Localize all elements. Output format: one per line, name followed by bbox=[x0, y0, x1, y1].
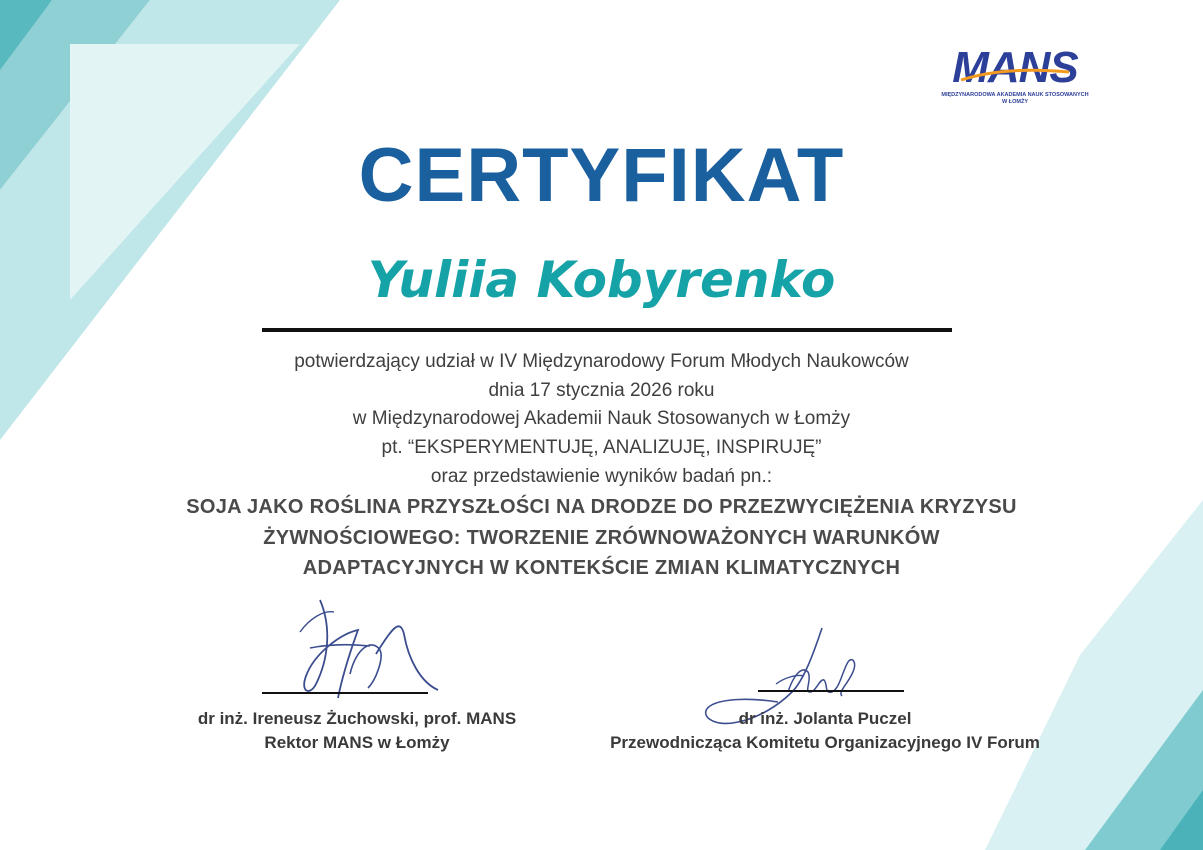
logo-subtitle bbox=[935, 92, 1095, 106]
recipient-underline bbox=[262, 328, 952, 332]
topic-line: ADAPTACYJNYCH W KONTEKŚCIE ZMIAN KLIMATYCZNYCH bbox=[302, 557, 901, 579]
signer-role: Przewodnicząca Komitetu Organizacyjnego IV Forum bbox=[610, 733, 1040, 752]
logo-wordmark: MANS bbox=[952, 43, 1078, 92]
signature-line-chair bbox=[758, 690, 904, 692]
signature-rector bbox=[280, 588, 450, 708]
body-line: dnia 17 stycznia 2026 roku bbox=[488, 379, 715, 401]
signature-line-rector bbox=[262, 692, 428, 694]
signer-name: dr inż. Jolanta Puczel bbox=[738, 709, 912, 728]
signer-role: Rektor MANS w Łomży bbox=[264, 733, 450, 752]
topic-line: SOJA JAKO ROŚLINA PRZYSZŁOŚCI NA DRODZE DO PRZEZWYCIĘŻENIA KRYZYSU bbox=[186, 496, 1017, 518]
body-line: potwierdzający udział w IV Międzynarodowy Forum Młodych Naukowców bbox=[294, 351, 909, 372]
recipient-name: Yuliia Kobyrenko bbox=[367, 251, 836, 309]
topic-line: ŻYWNOŚCIOWEGO: TWORZENIE ZRÓWNOWAŻONYCH WARUNKÓW bbox=[263, 526, 940, 549]
signer-rector bbox=[157, 707, 557, 755]
certificate-title: CERTYFIKAT bbox=[358, 133, 845, 218]
signer-chair bbox=[575, 707, 1075, 755]
certificate-body bbox=[0, 348, 1203, 492]
body-line: pt. “EKSPERYMENTUJĘ, ANALIZUJĘ, INSPIRUJĘ” bbox=[381, 437, 822, 459]
body-line: oraz przedstawienie wyników badań pn.: bbox=[430, 465, 773, 487]
body-line: w Międzynarodowej Akademii Nauk Stosowanych w Łomży bbox=[352, 408, 851, 430]
mans-logo bbox=[935, 40, 1095, 120]
logo-subtitle-line: W ŁOMŻY bbox=[1002, 99, 1028, 105]
logo-swoosh-icon bbox=[955, 68, 1075, 82]
research-topic bbox=[0, 492, 1203, 584]
logo-subtitle-line: MIĘDZYNARODOWA AKADEMIA NAUK STOSOWANYCH bbox=[941, 92, 1089, 98]
signer-name: dr inż. Ireneusz Żuchowski, prof. MANS bbox=[197, 709, 517, 728]
